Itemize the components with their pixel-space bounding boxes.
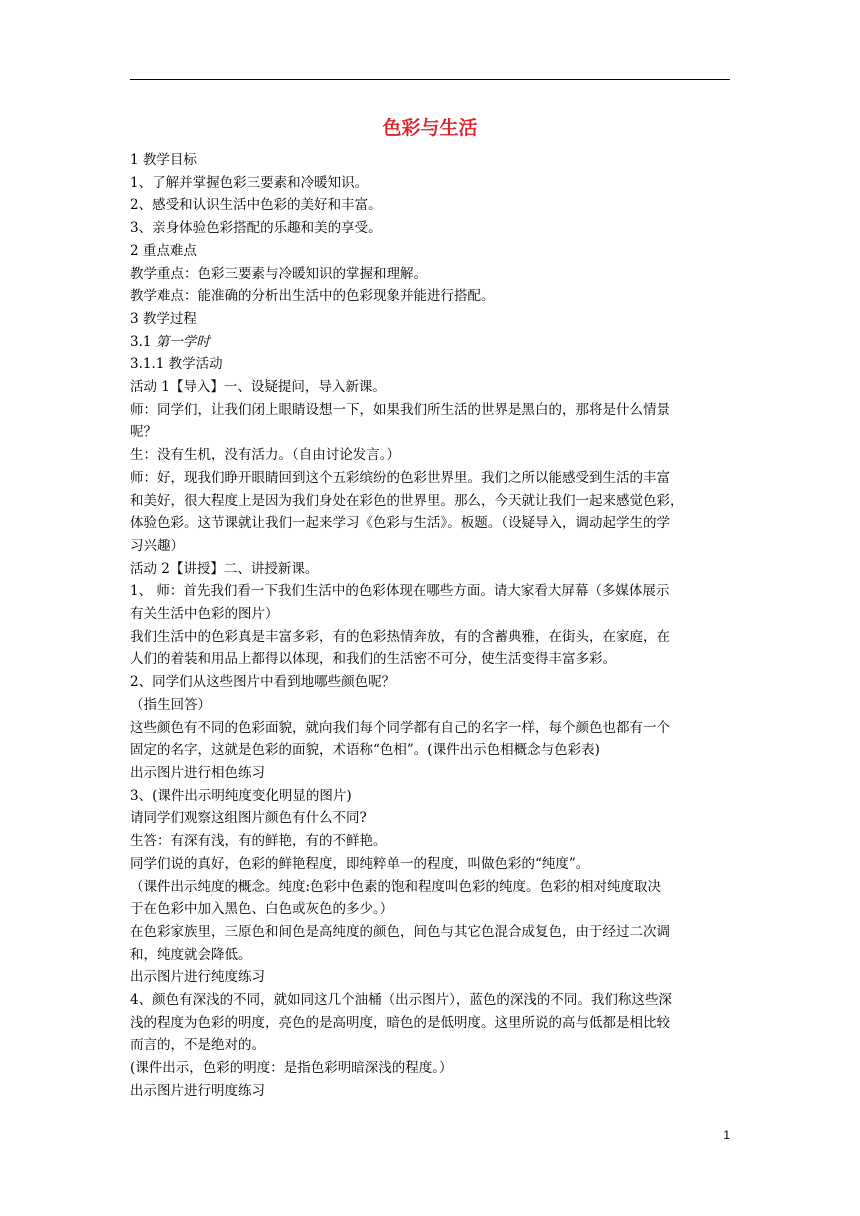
body-line: (课件出示，色彩的明度：是指色彩明暗深浅的程度。） [130, 1060, 453, 1077]
body-line: 同学们说的真好，色彩的鲜艳程度，即纯粹单一的程度，叫做色彩的“纯度”。 [130, 855, 590, 872]
page-number: 1 [723, 1128, 730, 1142]
activity-heading: 活动 2【讲授】二、讲授新课。 [130, 560, 319, 577]
document-title: 色彩与生活 [382, 117, 478, 139]
body-line: 1、 师：首先我们看一下我们生活中的色彩体现在哪些方面。请大家看大屏幕（多媒体展示 [130, 583, 670, 600]
difficulty-text: 教学难点：能准确的分析出生活中的色彩现象并能进行搭配。 [130, 288, 495, 305]
header-rule [130, 79, 730, 80]
body-line: 人们的着装和用品上都得以体现，和我们的生活密不可分，使生活变得丰富多彩。 [130, 651, 616, 668]
document-body [130, 149, 730, 1103]
section-heading-process: 3 教学过程 [130, 310, 197, 327]
subsection-heading: 3.1.1 教学活动 [130, 356, 223, 373]
body-line: 出示图片进行明度练习 [130, 1082, 265, 1099]
body-line: （指生回答） [130, 696, 211, 713]
key-point-text: 教学重点：色彩三要素与冷暖知识的掌握和理解。 [130, 265, 427, 282]
objective-item: 2、感受和认识生活中色彩的美好和丰富。 [130, 197, 382, 214]
body-line: 出示图片进行相色练习 [130, 764, 265, 781]
body-line: 和，纯度就会降低。 [130, 946, 252, 963]
body-line: 出示图片进行纯度练习 [130, 969, 265, 986]
body-line: 3、(课件出示明纯度变化明显的图片) [130, 787, 352, 804]
section-heading-objectives: 1 教学目标 [130, 152, 197, 168]
body-line: 我们生活中的色彩真是丰富多彩，有的色彩热情奔放，有的含蓄典雅，在街头，在家庭，在 [130, 628, 670, 645]
body-line: 生答：有深有浅，有的鲜艳，有的不鲜艳。 [130, 833, 387, 850]
body-line: 请同学们观察这组图片颜色有什么不同? [130, 810, 367, 827]
body-line: 浅的程度为色彩的明度，亮色的是高明度，暗色的是低明度。这里所说的高与低都是相比较 [130, 1014, 670, 1031]
body-line: 有关生活中色彩的图片） [130, 606, 279, 623]
body-line: 在色彩家族里，三原色和间色是高纯度的颜色，间色与其它色混合成复色，由于经过二次调 [130, 923, 670, 940]
body-line: 而言的，不是绝对的。 [130, 1037, 265, 1054]
body-line: 固定的名字，这就是色彩的面貌，术语称“色相”。(课件出示色相概念与色彩表) [130, 742, 600, 759]
body-line: 于在色彩中加入黑色、白色或灰色的多少。） [130, 901, 394, 918]
activity-heading: 活动 1【导入】一、设疑提问，导入新课。 [130, 379, 386, 396]
body-line: 4、颜色有深浅的不同，就如同这几个油桶（出示图片），蓝色的深浅的不同。我们称这些深 [130, 992, 672, 1009]
body-line: 和美好，很大程度上是因为我们身处在彩色的世界里。那么，今天就让我们一起来感觉色彩， [130, 492, 684, 509]
subsection-title: 第一学时 [155, 333, 210, 350]
body-line: 体验色彩。这节课就让我们一起来学习《色彩与生活》。板题。（设疑导入，调动起学生的学 [130, 515, 670, 532]
body-line: 师：好，现我们睁开眼睛回到这个五彩缤纷的色彩世界里。我们之所以能感受到生活的丰富 [130, 469, 670, 486]
body-line: 师：同学们，让我们闭上眼睛设想一下，如果我们所生活的世界是黑白的，那将是什么情景 [130, 401, 670, 418]
objective-item: 3、亲身体验色彩搭配的乐趣和美的享受。 [130, 220, 382, 237]
body-line: 呢？ [130, 424, 157, 441]
subsection-number: 3.1 [130, 333, 156, 350]
subsection-heading [130, 331, 730, 354]
body-line: 生：没有生机，没有活力。（自由讨论发言。） [130, 447, 400, 464]
body-line: 习兴趣） [130, 537, 184, 554]
section-heading-key-points: 2 重点难点 [130, 242, 197, 259]
body-line: 2、同学们从这些图片中看到地哪些颜色呢？ [130, 674, 396, 691]
body-line: （课件出示纯度的概念。纯度:色彩中色素的饱和程度叫色彩的纯度。色彩的相对纯度取决 [130, 878, 662, 895]
objective-item: 1、了解并掌握色彩三要素和冷暖知识。 [130, 174, 369, 191]
body-line: 这些颜色有不同的色彩面貌，就向我们每个同学都有自己的名字一样，每个颜色也都有一个 [130, 719, 670, 736]
